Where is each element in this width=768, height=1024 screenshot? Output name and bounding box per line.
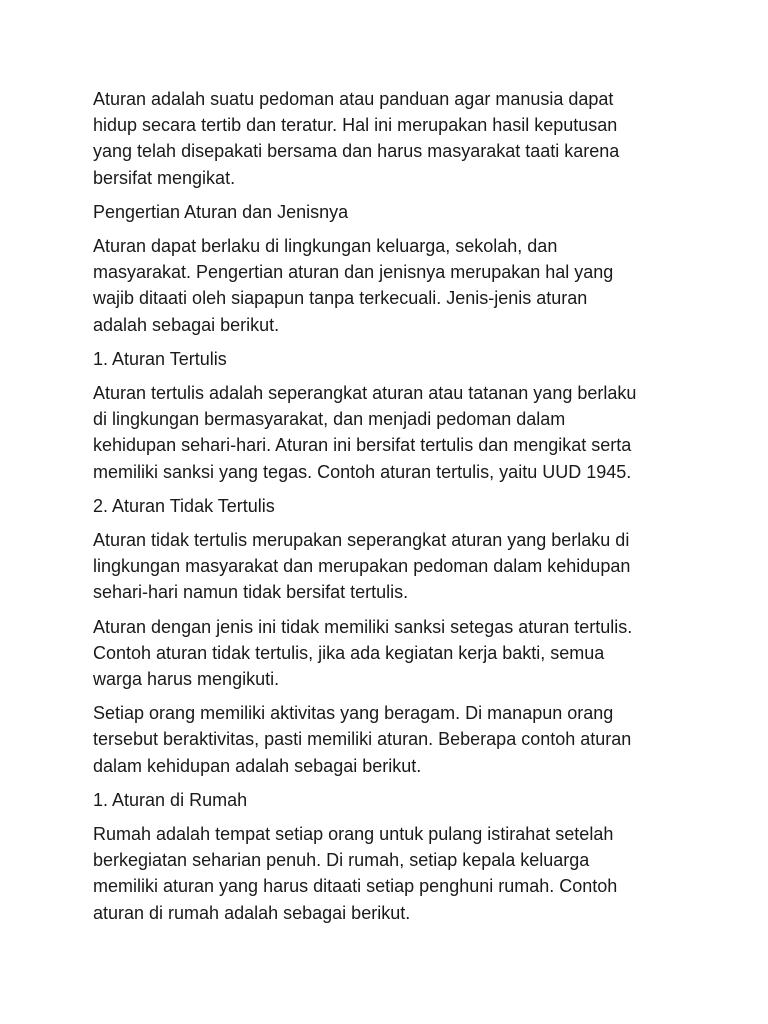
definition-paragraph: Aturan dapat berlaku di lingkungan keluarga, sekolah, dan masyarakat. Pengertian aturan dan jenisnya merupakan hal yang wajib ditaati oleh siapapun tanpa terkecuali. Jenis-jenis aturan adalah sebagai berikut. [93,236,614,335]
subheading-home-rules: 1. Aturan di Rumah [93,789,248,810]
subheading-unwritten-rules: 2. Aturan Tidak Tertulis [93,495,275,516]
intro-paragraph: Aturan adalah suatu pedoman atau panduan agar manusia dapat hidup secara tertib dan teratur. Hal ini merupakan hasil keputusan yang telah disepakati bersama dan harus masyarakat taati karena bersifat mengikat. [93,89,620,188]
home-rules-paragraph: Rumah adalah tempat setiap orang untuk pulang istirahat setelah berkegiatan seharian penuh. Di rumah, setiap kepala keluarga memiliki aturan yang harus ditaati setiap penghuni rumah. Contoh aturan di rumah adalah sebagai berikut. [93,824,618,923]
document-body [93,86,683,934]
written-rules-paragraph: Aturan tertulis adalah seperangkat aturan atau tatanan yang berlaku di lingkungan bermasyarakat, dan menjadi pedoman dalam kehidupan sehari-hari. Aturan ini bersifat tertulis dan mengikat serta memiliki sanksi yang tegas. Contoh aturan tertulis, yaitu UUD 1945. [93,383,637,482]
unwritten-rules-paragraph: Aturan tidak tertulis merupakan seperangkat aturan yang berlaku di lingkungan masyarakat dan merupakan pedoman dalam kehidupan sehari-hari namun tidak bersifat tertulis. [93,530,631,603]
section-heading-definition: Pengertian Aturan dan Jenisnya [93,201,349,222]
activities-paragraph: Setiap orang memiliki aktivitas yang beragam. Di manapun orang tersebut beraktivitas, pasti memiliki aturan. Beberapa contoh aturan dalam kehidupan adalah sebagai berikut. [93,703,632,776]
unwritten-rules-example-paragraph: Aturan dengan jenis ini tidak memiliki sanksi setegas aturan tertulis. Contoh aturan tidak tertulis, jika ada kegiatan kerja bakti, semua warga harus mengikuti. [93,616,633,690]
subheading-written-rules: 1. Aturan Tertulis [93,348,227,369]
